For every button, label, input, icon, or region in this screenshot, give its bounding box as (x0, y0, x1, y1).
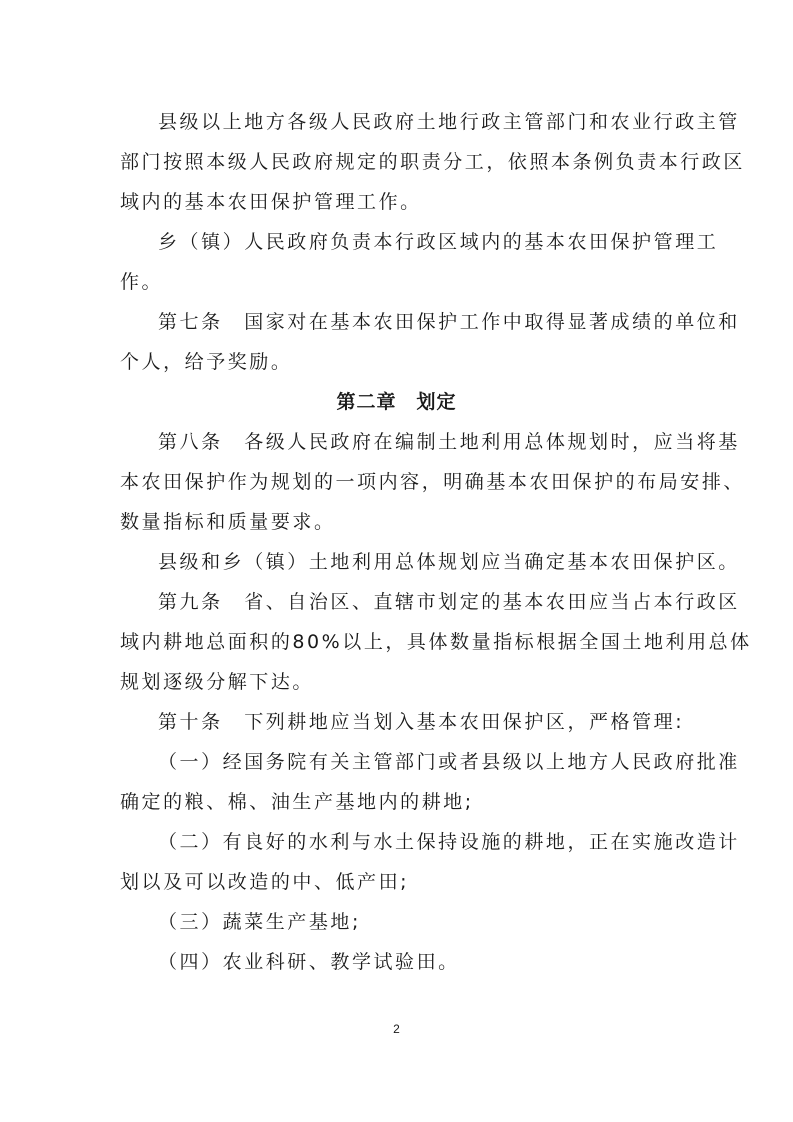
article-line: 第十条 下列耕地应当划入基本农田保护区，严格管理: (158, 711, 685, 733)
text-line: 本农田保护作为规划的一项内容，明确基本农田保护的布局安排、 (120, 471, 745, 493)
list-item-line: （三）蔬菜生产基地; (158, 911, 361, 933)
text-line: 县级以上地方各级人民政府土地行政主管部门和农业行政主管 (158, 111, 740, 133)
article-line: 第八条 各级人民政府在编制土地利用总体规划时，应当将基 (158, 431, 740, 453)
text-line: 数量指标和质量要求。 (120, 511, 336, 533)
text-line: 划以及可以改造的中、低产田; (120, 871, 410, 893)
text-line: 确定的粮、棉、油生产基地内的耕地; (120, 791, 474, 813)
page-number: 2 (393, 1022, 400, 1036)
list-item-line: （二）有良好的水利与水土保持设施的耕地，正在实施改造计 (158, 831, 740, 853)
list-item-line: （四）农业科研、教学试验田。 (158, 951, 460, 973)
text-line: 域内耕地总面积的80%以上，具体数量指标根据全国土地利用总体 (120, 631, 752, 653)
chapter-heading: 第二章 划定 (336, 391, 457, 413)
text-line: 作。 (120, 271, 164, 293)
text-line: 县级和乡（镇）土地利用总体规划应当确定基本农田保护区。 (158, 551, 740, 573)
text-line: 规划逐级分解下达。 (120, 671, 314, 693)
text-line: 部门按照本级人民政府规定的职责分工，依照本条例负责本行政区 (120, 151, 745, 173)
text-line: 乡（镇）人民政府负责本行政区域内的基本农田保护管理工 (158, 231, 719, 253)
article-line: 第九条 省、自治区、直辖市划定的基本农田应当占本行政区 (158, 591, 740, 613)
list-item-line: （一）经国务院有关主管部门或者县级以上地方人民政府批准 (158, 751, 740, 773)
text-line: 个人，给予奖励。 (120, 351, 293, 373)
article-line: 第七条 国家对在基本农田保护工作中取得显著成绩的单位和 (158, 311, 740, 333)
text-line: 域内的基本农田保护管理工作。 (120, 191, 422, 213)
